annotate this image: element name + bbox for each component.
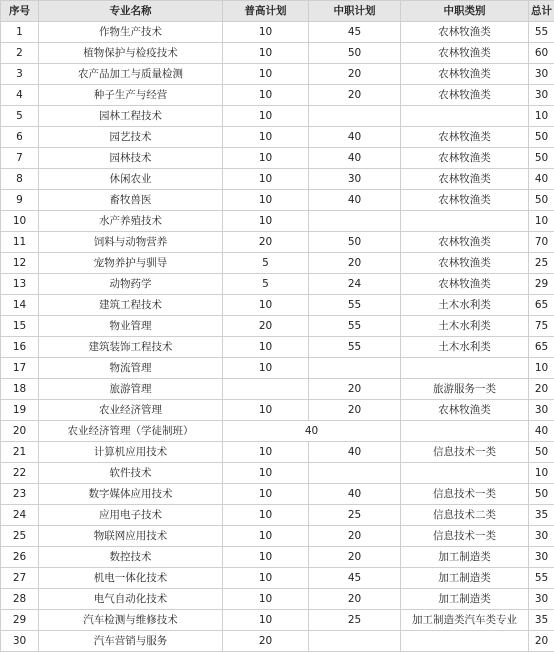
cell-index: 23: [1, 484, 39, 505]
cell-vocational-plan: 25: [309, 505, 401, 526]
cell-major-name: 软件技术: [39, 463, 223, 484]
cell-major-name: 计算机应用技术: [39, 442, 223, 463]
cell-general-plan: 20: [223, 316, 309, 337]
cell-vocational-plan: [309, 358, 401, 379]
cell-vocational-category: 加工制造类: [401, 547, 529, 568]
cell-index: 8: [1, 169, 39, 190]
cell-vocational-plan: 20: [309, 64, 401, 85]
cell-index: 15: [1, 316, 39, 337]
cell-total: 55: [529, 568, 554, 589]
cell-total: 30: [529, 85, 554, 106]
cell-general-plan: 10: [223, 547, 309, 568]
table-row: [1, 211, 554, 232]
cell-general-plan: [223, 379, 309, 400]
cell-total: 25: [529, 253, 554, 274]
cell-major-name: 电气自动化技术: [39, 589, 223, 610]
cell-vocational-plan: 50: [309, 232, 401, 253]
cell-vocational-plan: [309, 463, 401, 484]
table-row: [1, 421, 554, 442]
cell-general-plan: 10: [223, 190, 309, 211]
cell-index: 12: [1, 253, 39, 274]
header-vocational-plan: 中职计划: [309, 1, 401, 22]
cell-major-name: 园艺技术: [39, 127, 223, 148]
cell-general-plan: 40: [223, 421, 401, 442]
cell-total: 30: [529, 64, 554, 85]
cell-vocational-plan: 40: [309, 484, 401, 505]
cell-vocational-plan: 55: [309, 316, 401, 337]
cell-general-plan: 10: [223, 589, 309, 610]
cell-general-plan: 10: [223, 43, 309, 64]
cell-general-plan: 10: [223, 106, 309, 127]
cell-index: 26: [1, 547, 39, 568]
table-header-row: [1, 1, 554, 22]
table-row: [1, 631, 554, 652]
cell-total: 30: [529, 547, 554, 568]
cell-vocational-category: 土木水利类: [401, 316, 529, 337]
cell-total: 50: [529, 484, 554, 505]
cell-index: 22: [1, 463, 39, 484]
cell-major-name: 汽车营销与服务: [39, 631, 223, 652]
cell-vocational-category: 农林牧渔类: [401, 274, 529, 295]
cell-total: 50: [529, 127, 554, 148]
table-row: [1, 106, 554, 127]
cell-major-name: 建筑装饰工程技术: [39, 337, 223, 358]
cell-major-name: 物业管理: [39, 316, 223, 337]
table-row: [1, 610, 554, 631]
cell-major-name: 物联网应用技术: [39, 526, 223, 547]
cell-vocational-category: 农林牧渔类: [401, 232, 529, 253]
table-row: [1, 589, 554, 610]
table-row: [1, 85, 554, 106]
cell-index: 2: [1, 43, 39, 64]
table-row: [1, 232, 554, 253]
cell-vocational-category: 农林牧渔类: [401, 22, 529, 43]
cell-vocational-category: 农林牧渔类: [401, 85, 529, 106]
cell-index: 14: [1, 295, 39, 316]
cell-index: 25: [1, 526, 39, 547]
cell-major-name: 园林技术: [39, 148, 223, 169]
cell-major-name: 饲料与动物营养: [39, 232, 223, 253]
cell-total: 20: [529, 631, 554, 652]
cell-index: 24: [1, 505, 39, 526]
cell-general-plan: 10: [223, 568, 309, 589]
cell-vocational-plan: [309, 631, 401, 652]
cell-vocational-plan: 20: [309, 526, 401, 547]
cell-vocational-plan: 20: [309, 379, 401, 400]
cell-index: 6: [1, 127, 39, 148]
cell-total: 40: [529, 421, 554, 442]
cell-total: 35: [529, 610, 554, 631]
cell-vocational-category: 加工制造类汽车类专业: [401, 610, 529, 631]
cell-general-plan: 10: [223, 169, 309, 190]
cell-major-name: 水产养殖技术: [39, 211, 223, 232]
cell-total: 65: [529, 295, 554, 316]
header-index: 序号: [1, 1, 39, 22]
cell-vocational-plan: 40: [309, 442, 401, 463]
cell-general-plan: 10: [223, 484, 309, 505]
table-row: [1, 169, 554, 190]
cell-index: 30: [1, 631, 39, 652]
cell-general-plan: 10: [223, 400, 309, 421]
table-row: [1, 505, 554, 526]
cell-general-plan: 20: [223, 232, 309, 253]
cell-vocational-category: 土木水利类: [401, 295, 529, 316]
cell-total: 50: [529, 442, 554, 463]
cell-major-name: 休闲农业: [39, 169, 223, 190]
cell-vocational-plan: 45: [309, 22, 401, 43]
cell-total: 10: [529, 106, 554, 127]
header-total: 总计: [529, 1, 554, 22]
cell-general-plan: 10: [223, 148, 309, 169]
cell-total: 20: [529, 379, 554, 400]
table-row: [1, 127, 554, 148]
cell-general-plan: 10: [223, 295, 309, 316]
cell-index: 3: [1, 64, 39, 85]
cell-vocational-category: 土木水利类: [401, 337, 529, 358]
cell-general-plan: 10: [223, 610, 309, 631]
cell-vocational-category: 信息技术二类: [401, 505, 529, 526]
cell-major-name: 动物药学: [39, 274, 223, 295]
cell-total: 30: [529, 589, 554, 610]
cell-major-name: 畜牧兽医: [39, 190, 223, 211]
cell-vocational-category: [401, 421, 529, 442]
cell-index: 16: [1, 337, 39, 358]
cell-vocational-category: [401, 631, 529, 652]
cell-vocational-plan: 25: [309, 610, 401, 631]
cell-index: 28: [1, 589, 39, 610]
cell-vocational-category: 农林牧渔类: [401, 253, 529, 274]
cell-major-name: 种子生产与经营: [39, 85, 223, 106]
table-row: [1, 295, 554, 316]
cell-vocational-category: [401, 211, 529, 232]
cell-vocational-category: 农林牧渔类: [401, 43, 529, 64]
cell-general-plan: 10: [223, 127, 309, 148]
cell-vocational-category: 农林牧渔类: [401, 127, 529, 148]
cell-vocational-category: 农林牧渔类: [401, 148, 529, 169]
cell-vocational-category: 信息技术一类: [401, 442, 529, 463]
cell-vocational-plan: 20: [309, 589, 401, 610]
cell-index: 20: [1, 421, 39, 442]
cell-total: 10: [529, 463, 554, 484]
cell-vocational-plan: 55: [309, 295, 401, 316]
table-row: [1, 316, 554, 337]
cell-vocational-plan: 40: [309, 190, 401, 211]
cell-major-name: 机电一体化技术: [39, 568, 223, 589]
cell-total: 50: [529, 190, 554, 211]
table-row: [1, 379, 554, 400]
cell-major-name: 应用电子技术: [39, 505, 223, 526]
table-row: [1, 526, 554, 547]
cell-index: 5: [1, 106, 39, 127]
cell-total: 70: [529, 232, 554, 253]
cell-index: 13: [1, 274, 39, 295]
table-row: [1, 190, 554, 211]
table-row: [1, 22, 554, 43]
cell-vocational-category: 加工制造类: [401, 568, 529, 589]
table-body: [1, 22, 554, 652]
cell-total: 75: [529, 316, 554, 337]
cell-general-plan: 10: [223, 211, 309, 232]
cell-major-name: 旅游管理: [39, 379, 223, 400]
cell-vocational-category: [401, 106, 529, 127]
table-row: [1, 442, 554, 463]
cell-major-name: 宠物养护与驯导: [39, 253, 223, 274]
cell-vocational-category: 旅游服务一类: [401, 379, 529, 400]
cell-vocational-category: 加工制造类: [401, 589, 529, 610]
cell-total: 30: [529, 400, 554, 421]
cell-vocational-category: 农林牧渔类: [401, 169, 529, 190]
cell-total: 10: [529, 211, 554, 232]
cell-general-plan: 10: [223, 22, 309, 43]
cell-general-plan: 10: [223, 64, 309, 85]
cell-general-plan: 10: [223, 526, 309, 547]
cell-vocational-plan: [309, 211, 401, 232]
header-major-name: 专业名称: [39, 1, 223, 22]
cell-vocational-category: 信息技术一类: [401, 526, 529, 547]
table-row: [1, 64, 554, 85]
cell-vocational-plan: 20: [309, 400, 401, 421]
cell-index: 27: [1, 568, 39, 589]
cell-index: 19: [1, 400, 39, 421]
cell-general-plan: 5: [223, 253, 309, 274]
cell-total: 35: [529, 505, 554, 526]
cell-general-plan: 10: [223, 505, 309, 526]
cell-vocational-plan: 45: [309, 568, 401, 589]
cell-vocational-plan: 20: [309, 85, 401, 106]
cell-vocational-category: [401, 358, 529, 379]
cell-vocational-plan: 24: [309, 274, 401, 295]
cell-index: 10: [1, 211, 39, 232]
cell-major-name: 植物保护与检疫技术: [39, 43, 223, 64]
cell-major-name: 物流管理: [39, 358, 223, 379]
cell-general-plan: 10: [223, 358, 309, 379]
cell-vocational-plan: 20: [309, 253, 401, 274]
table-row: [1, 463, 554, 484]
cell-index: 11: [1, 232, 39, 253]
table-row: [1, 547, 554, 568]
cell-vocational-plan: 40: [309, 127, 401, 148]
cell-total: 65: [529, 337, 554, 358]
table-row: [1, 337, 554, 358]
cell-index: 18: [1, 379, 39, 400]
cell-vocational-plan: [309, 106, 401, 127]
table-row: [1, 148, 554, 169]
cell-major-name: 农业经济管理: [39, 400, 223, 421]
cell-vocational-plan: 55: [309, 337, 401, 358]
table-row: [1, 253, 554, 274]
cell-total: 55: [529, 22, 554, 43]
table-row: [1, 484, 554, 505]
cell-major-name: 建筑工程技术: [39, 295, 223, 316]
header-general-plan: 普高计划: [223, 1, 309, 22]
cell-general-plan: 5: [223, 274, 309, 295]
cell-general-plan: 20: [223, 631, 309, 652]
cell-general-plan: 10: [223, 463, 309, 484]
cell-index: 7: [1, 148, 39, 169]
cell-index: 21: [1, 442, 39, 463]
cell-total: 10: [529, 358, 554, 379]
cell-total: 30: [529, 526, 554, 547]
cell-general-plan: 10: [223, 337, 309, 358]
table-row: [1, 358, 554, 379]
cell-index: 1: [1, 22, 39, 43]
cell-total: 50: [529, 148, 554, 169]
cell-vocational-category: 农林牧渔类: [401, 190, 529, 211]
table-row: [1, 274, 554, 295]
cell-vocational-category: 信息技术一类: [401, 484, 529, 505]
cell-general-plan: 10: [223, 442, 309, 463]
cell-vocational-category: 农林牧渔类: [401, 400, 529, 421]
cell-major-name: 园林工程技术: [39, 106, 223, 127]
table-row: [1, 400, 554, 421]
cell-general-plan: 10: [223, 85, 309, 106]
cell-vocational-plan: 30: [309, 169, 401, 190]
cell-major-name: 作物生产技术: [39, 22, 223, 43]
cell-major-name: 农产品加工与质量检测: [39, 64, 223, 85]
cell-major-name: 数控技术: [39, 547, 223, 568]
cell-vocational-plan: 20: [309, 547, 401, 568]
cell-major-name: 数字媒体应用技术: [39, 484, 223, 505]
cell-total: 40: [529, 169, 554, 190]
cell-vocational-category: 农林牧渔类: [401, 64, 529, 85]
cell-index: 4: [1, 85, 39, 106]
header-vocational-category: 中职类别: [401, 1, 529, 22]
cell-total: 29: [529, 274, 554, 295]
cell-major-name: 汽车检测与维修技术: [39, 610, 223, 631]
cell-major-name: 农业经济管理（学徒制班）: [39, 421, 223, 442]
cell-index: 17: [1, 358, 39, 379]
cell-index: 29: [1, 610, 39, 631]
cell-vocational-plan: 50: [309, 43, 401, 64]
cell-vocational-category: [401, 463, 529, 484]
table-row: [1, 43, 554, 64]
cell-index: 9: [1, 190, 39, 211]
cell-total: 60: [529, 43, 554, 64]
cell-vocational-plan: 40: [309, 148, 401, 169]
table-row: [1, 568, 554, 589]
